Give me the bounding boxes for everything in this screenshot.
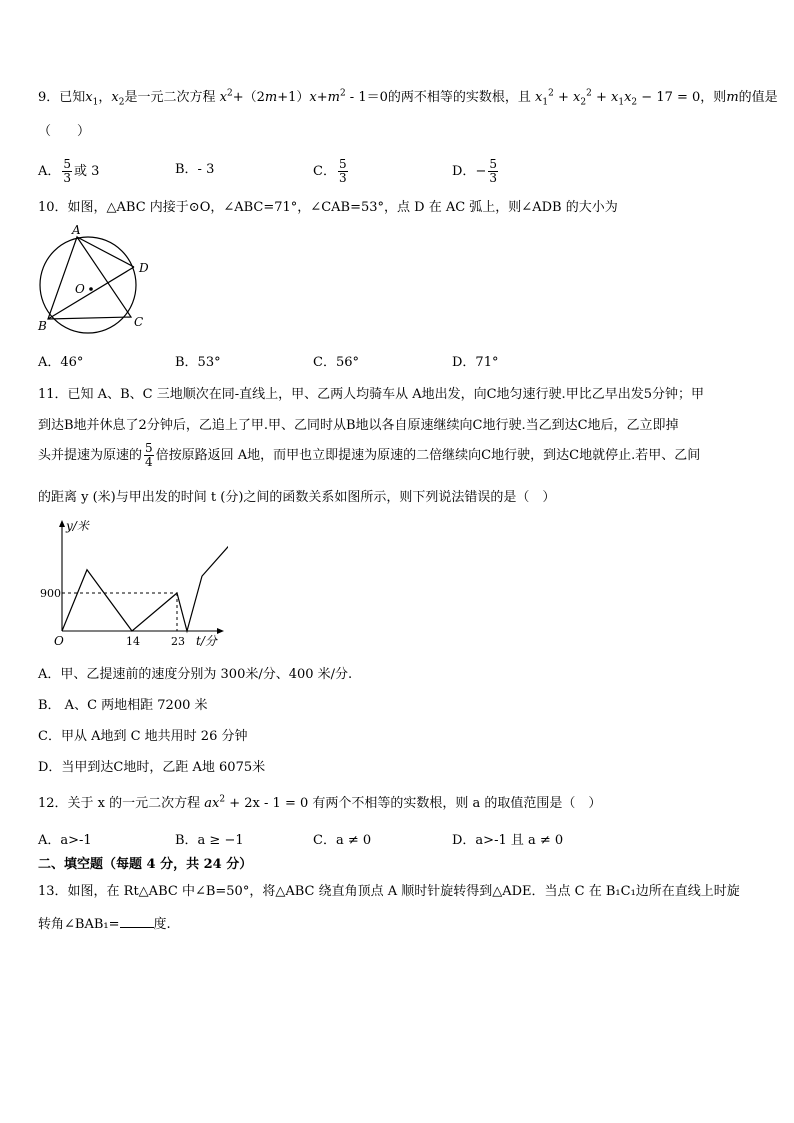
y-axis-label: y/米 (66, 519, 89, 533)
q13-line-1: 13．如图，在 Rt△ABC 中∠B=50°，将△ABC 绕直角顶点 A 顺时针旋转得到△ADE．当点 C 在 B₁C₁边所在直线上时旋 (38, 884, 740, 899)
section-heading: 二、填空题（每题 4 分，共 24 分） (38, 857, 253, 872)
label-b: B (38, 319, 47, 333)
label-d: D (139, 261, 149, 275)
q9-paren: （ ） (38, 124, 91, 139)
distance-time-chart (38, 518, 228, 653)
q12-option-c[interactable]: C．a ≠ 0 (313, 833, 372, 848)
x-tick-label: 14 (126, 635, 140, 648)
q11-line-3: 头并提速为原速的 $\frac{5}{4}$ 倍按原路返回 A地，而甲也立即提速为原速的二倍继续向C地行驶，到达C地就停止.若甲、乙间 (38, 441, 701, 469)
q13-line-2: 转角∠BAB₁= 度. (38, 917, 171, 932)
triangle-abc (48, 237, 131, 319)
q9-option-d[interactable]: D．− $\frac{5}{3}$ (452, 157, 497, 185)
q12-option-d[interactable]: D．a>-1 且 a ≠ 0 (452, 833, 564, 848)
label-a: A (72, 223, 81, 237)
q11-line-2: 到达B地并休息了2分钟后，乙追上了甲.甲、乙同时从B地以各自原速继续向C地行驶.当乙到达C地后，乙立即掉 (38, 418, 679, 433)
origin-label: O (54, 634, 64, 648)
q11-option-b[interactable]: B． A、C 两地相距 7200 米 (38, 698, 208, 713)
segment-ad (77, 237, 134, 267)
q9-option-a[interactable]: A． $\frac{5}{3}$ 或 3 (38, 157, 100, 185)
x-axis-arrow (217, 628, 224, 634)
segment-bd (48, 267, 134, 319)
y-tick-label: 900 (40, 587, 61, 600)
circle-triangle-figure (30, 222, 165, 337)
fraction: $\frac{5}{4}$ (145, 441, 153, 469)
x-axis-label: t/分 (196, 634, 217, 648)
label-c: C (134, 315, 144, 329)
fraction: $\frac{5}{3}$ (63, 157, 72, 185)
q11-line-4: 的距离 y (米)与甲出发的时间 t (分)之间的函数关系如图所示，则下列说法错误的是（ ） (38, 490, 556, 505)
label-o: O (75, 282, 85, 296)
q12-option-a[interactable]: A．a>-1 (38, 833, 92, 848)
q12-stem: 12．关于 x 的一元二次方程 $ax^2 + 2x - 1 = 0$ 有两个不相等的实数根，则 a 的取值范围是（ ） (38, 794, 602, 811)
center-dot (89, 287, 93, 291)
q10-option-d[interactable]: D．71° (452, 355, 499, 370)
fraction: $\frac{5}{3}$ (338, 157, 347, 185)
answer-blank[interactable] (120, 915, 154, 928)
q12-option-b[interactable]: B．a ≥ −1 (175, 833, 244, 848)
q11-option-c[interactable]: C．甲从 A地到 C 地共用时 26 分钟 (38, 729, 248, 744)
q11-line-1: 11．已知 A、B、C 三地顺次在同-直线上，甲、乙两人均骑车从 A地出发，向C地匀速行驶.甲比乙早出发5分钟；甲 (38, 387, 704, 402)
fraction: $\frac{5}{3}$ (489, 157, 497, 185)
q10-stem: 10．如图，△ABC 内接于⊙O，∠ABC=71°，∠CAB=53°，点 D 在 AC 弧上，则∠ADB 的大小为 (38, 200, 618, 215)
x-tick-label: 23 (171, 635, 185, 648)
q9-option-c[interactable]: C． $\frac{5}{3}$ (313, 157, 347, 185)
y-axis-arrow (59, 520, 65, 527)
q10-option-a[interactable]: A．46° (38, 355, 84, 370)
q9-option-b[interactable]: B．- 3 (175, 162, 215, 177)
q10-option-c[interactable]: C．56° (313, 355, 359, 370)
q9-stem: 9．已知$x_1$，$x_2$是一元二次方程 $x^2+(2m+1)x+m^2 - 1=0$的两不相等的实数根，且 $x_1^2 + x_2^2 + x_1x_2 - 17 = 0$，则m的值是 (38, 88, 778, 108)
q11-option-d[interactable]: D．当甲到达C地时，乙距 A地 6075米 (38, 760, 266, 775)
series-line (62, 542, 228, 631)
q11-option-a[interactable]: A．甲、乙提速前的速度分别为 300米/分、400 米/分. (38, 667, 353, 682)
q10-option-b[interactable]: B．53° (175, 355, 221, 370)
